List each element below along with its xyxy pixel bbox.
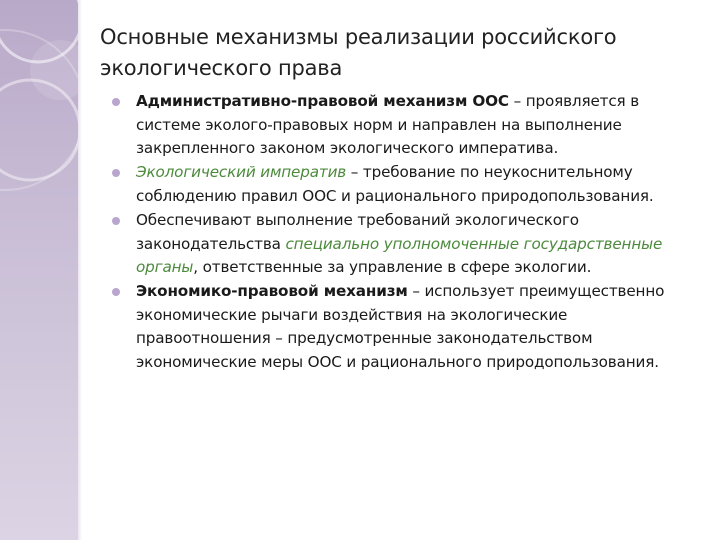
list-item — [112, 90, 704, 161]
decorative-sidebar — [0, 0, 78, 540]
item-term: специально уполномоченные государственные органы — [136, 234, 663, 277]
item-term: Экологический императив — [136, 163, 347, 182]
bullet-icon — [112, 288, 120, 296]
item-text-before: Обеспечивают выполнение требований экологического законодательства — [136, 210, 579, 253]
decorative-circles-graphic — [0, 0, 78, 540]
bullet-icon — [112, 169, 120, 177]
slide-title: Основные механизмы реализации российского экологического права — [100, 25, 617, 80]
item-text: – проявляется в системе эколого-правовых норм и направлен на выполнение закрепленного законом экологического императива. — [136, 92, 640, 158]
item-lead: Административно-правовой механизм ООС — [136, 92, 509, 110]
list-item — [112, 280, 704, 374]
list-item — [112, 161, 704, 208]
bullet-icon — [112, 98, 120, 106]
item-text: – использует преимущественно экономические рычаги воздействия на экологические правоотношения – предусмотренные законодательством экономические меры ООС и рационального природопользования. — [136, 282, 665, 372]
list-item — [112, 209, 704, 280]
item-text: – требование по неукоснительному соблюдению правил ООС и рационального природопользования. — [136, 163, 654, 205]
item-text-after: , ответственные за управление в сфере экологии. — [193, 258, 592, 277]
bullet-list — [112, 90, 704, 375]
item-lead: Экономико-правовой механизм — [136, 282, 408, 301]
sidebar-divider — [78, 0, 82, 540]
bullet-icon — [112, 217, 120, 225]
